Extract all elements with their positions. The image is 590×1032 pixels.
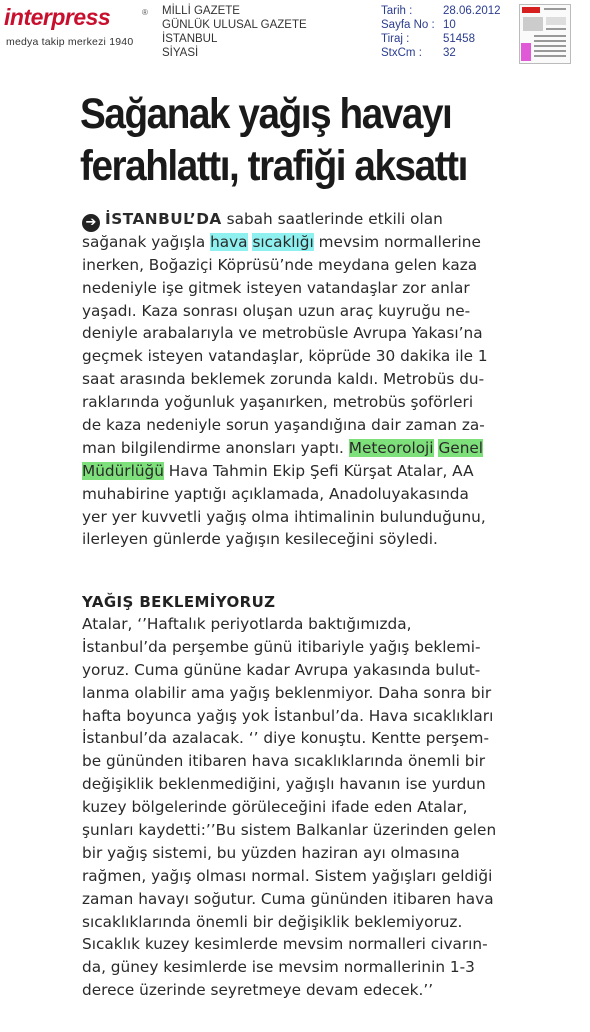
article-headline (80, 88, 476, 192)
body-line: be gününden itibaren hava sıcaklıklarında önemli bir (82, 752, 486, 771)
info-label: StxCm : (381, 47, 422, 59)
body-line: Sıcaklık kuzey kesimlerde mevsim normalleri civarın- (82, 935, 488, 954)
body-line: saat arasında beklemek zorunda kaldı. Metrobüs du- (82, 370, 485, 389)
info-value: 32 (443, 47, 456, 59)
body-line: kuzey bölgelerinde görüleceğini ifade eden Atalar, (82, 798, 468, 817)
info-label: Sayfa No : (381, 19, 435, 31)
info-value: 10 (443, 19, 456, 31)
body-line: şunları kaydetti:’’Bu sistem Balkanlar üzerinden gelen (82, 821, 497, 840)
body-line: sağanak yağışla hava sıcaklığı mevsim normallerine (82, 232, 481, 251)
info-row-date (381, 4, 501, 18)
body-line: da, güney kesimlerde ise mevsim normallerinin 1-3 (82, 958, 475, 977)
arrow-right-icon: ➔ (82, 214, 100, 232)
keyword-highlight: hava (210, 232, 248, 251)
body-line: değişiklik beklenmediğini, yağışlı havanın ise yurdun (82, 775, 486, 794)
body-line: derece üzerinde seyretmeye devam edecek.’’ (82, 981, 434, 1000)
logo-wordmark: interpress (4, 4, 111, 30)
body-line: man bilgilendirme anonsları yaptı. Meteoroloji Genel (82, 438, 484, 457)
body-line: sıcaklıklarında önemli bir değişiklik beklemiyoruz. (82, 912, 463, 931)
meta-line: İSTANBUL (162, 33, 218, 45)
info-label: Tarih : (381, 5, 413, 17)
logo-registered-mark: ® (142, 8, 148, 17)
body-line: yer yer kuvvetli yağış olma ihtimalinin bulunduğunu, (82, 507, 486, 526)
body-line: nedeniyle işe gitmek isteyen vatandaşlar zor anlar (82, 278, 470, 297)
body-line: raklarında yoğunluk yaşanırken, metrobüs şoförleri (82, 393, 474, 412)
body-line: hafta boyunca yağış yok İstanbul’da. Hava sıcaklıkları (82, 706, 494, 725)
meta-line: GÜNLÜK ULUSAL GAZETE (162, 19, 307, 31)
body-line: zaman havayı soğutur. Cuma gününden itibaren hava (82, 889, 494, 908)
article-paragraph-1 (82, 208, 488, 551)
logo-tagline: medya takip merkezi 1940 (6, 36, 134, 48)
body-line: yaşadı. Kaza sonrası oluşan uzun araç kuyruğu ne- (82, 301, 471, 320)
info-label: Tiraj : (381, 33, 410, 45)
body-line: inerken, Boğaziçi Köprüsü’nde meydana gelen kaza (82, 255, 478, 274)
body-line: geçmek isteyen vatandaşlar, köprüde 30 dakika ile 1 (82, 347, 488, 366)
body-line: Atalar, ‘’Haftalık periyotlarda baktığımızda, (82, 615, 412, 633)
clipping-info (381, 4, 501, 60)
body-line: muhabirine yaptığı açıklamada, Anadoluyakasında (82, 484, 469, 503)
body-line: lanma olabilir ama yağış beklenmiyor. Daha sonra bir (82, 683, 492, 702)
body-line: ➔ İSTANBUL’DA sabah saatlerinde etkili olan (82, 208, 488, 231)
keyword-highlight: Meteoroloji (348, 438, 434, 457)
body-line: deniyle arabalarıyla ve metrobüsle Avrupa Yakası’na (82, 324, 483, 343)
body-line: Müdürlüğü Hava Tahmin Ekip Şefi Kürşat Atalar, AA (82, 461, 474, 480)
publication-meta (162, 4, 307, 60)
article-subheading: YAĞIŞ BEKLEMİYORUZ (82, 593, 276, 611)
body-line: de kaza nedeniyle sorun yaşandığına dair zaman za- (82, 416, 485, 435)
thumbnail-masthead (522, 7, 540, 13)
keyword-highlight: Müdürlüğü (82, 461, 164, 480)
keyword-highlight: Genel (438, 438, 484, 457)
article-paragraph-2 (82, 613, 496, 1002)
interpress-logo (4, 4, 154, 50)
info-row-circulation (381, 32, 501, 46)
info-row-page (381, 18, 501, 32)
keyword-highlight: sıcaklığı (252, 232, 314, 251)
body-line: ilerleyen günlerde yağışın kesileceğini söyledi. (82, 530, 438, 549)
headline-line: Sağanak yağış havayı (80, 90, 452, 138)
headline-line: ferahlattı, trafiği aksattı (80, 142, 467, 190)
info-row-stxcm (381, 46, 501, 60)
meta-line: MİLLİ GAZETE (162, 5, 240, 17)
body-line: yoruz. Cuma gününe kadar Avrupa yakasında bulut- (82, 660, 481, 679)
info-value: 51458 (443, 33, 475, 45)
body-line: rağmen, yağış olması normal. Sistem yağışları geldiği (82, 866, 493, 885)
page-thumbnail (519, 4, 571, 64)
dateline: İSTANBUL’DA (105, 210, 222, 228)
meta-line: SİYASİ (162, 47, 199, 59)
body-line: İstanbul’da perşembe günü itibariyle yağış beklemi- (82, 637, 481, 656)
body-line: bir yağış sistemi, bu yüzden haziran ayı olmasına (82, 843, 460, 862)
info-value: 28.06.2012 (443, 5, 501, 17)
thumbnail-clip-marker (521, 43, 531, 61)
body-line: İstanbul’da azalacak. ‘’ diye konuştu. Kentte perşem- (82, 729, 489, 748)
